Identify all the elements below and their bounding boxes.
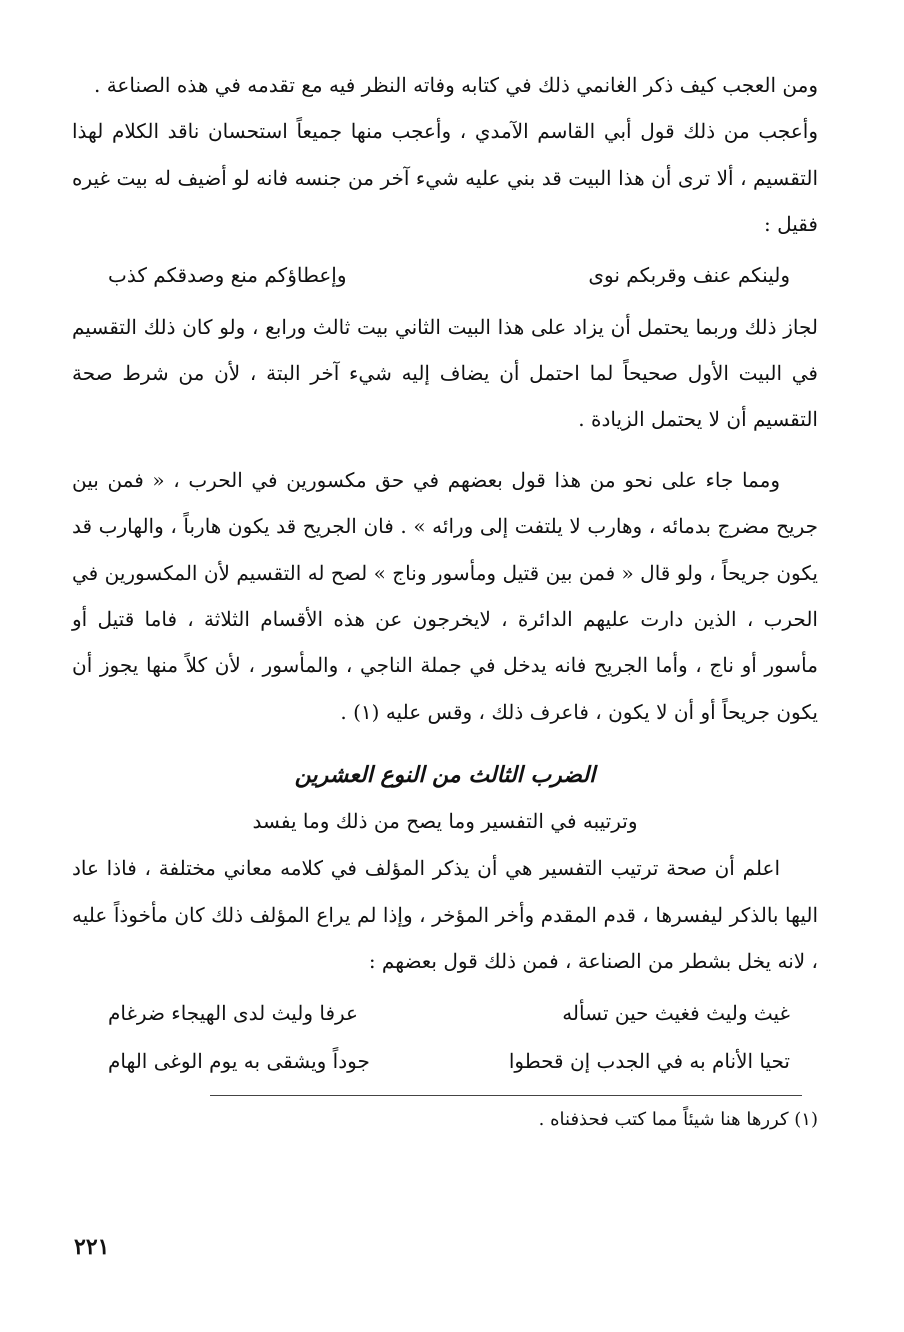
paragraph-4: ومما جاء على نحو من هذا قول بعضهم في حق مكسورين في الحرب ، « فمن بين جريح مضرج بدمائه ، وهارب لا يلتفت إلى ورائه » . فان الجريح قد يكون هارباً ، والهارب قد يكون جريحاً ، ولو قال « فمن بين قتيل ومأسور وناج » لصح له التقسيم لأن المكسورين في الحرب ، الذين دارت عليهم الدائرة ، لايخرجون عن هذه الأقسام الثلاثة ، فاما قتيل أو مأسور أو ناج ، وأما الجريح فانه يدخل في جملة الناجي ، والمأسور ، لأن كلاً منها يجوز أن يكون جريحاً أو أن لا يكون ، فاعرف ذلك ، وقس عليه (١) . bbox=[72, 467, 818, 724]
paragraph-2: وأعجب من ذلك قول أبي القاسم الآمدي ، وأعجب منها جميعاً استحسان ناقد الكلام لهذا التقسيم ، ألا ترى أن هذا البيت قد بني عليه شيء آخر من جنسه فانه لو أضيف له بيت غيره فقيل : bbox=[72, 119, 818, 237]
paragraph-5: اعلم أن صحة ترتيب التفسير هي أن يذكر المؤلف في كلامه معاني مختلفة ، فاذا عاد اليها بالذكر ليفسرها ، قدم المقدم وأخر المؤخر ، وإذا لم يراع المؤلف ذلك كان مأخوذاً عليه ، لانه يخل بشطر من الصناعة ، فمن ذلك قول بعضهم : bbox=[72, 856, 818, 974]
body-text-bottom bbox=[72, 845, 818, 984]
verse-right-hemistich: ولينكم عنف وقربكم نوى bbox=[588, 262, 790, 287]
paragraph-3: لجاز ذلك وربما يحتمل أن يزاد على هذا البيت الثاني بيت ثالث ورابع ، ولو كان ذلك التقسيم في البيت الأول صحيحاً لما احتمل أن يضاف إليه شيء آخر البتة ، لأن من شرط صحة التقسيم أن لا يحتمل الزيادة . bbox=[72, 314, 818, 432]
verse-left-hemistich: عرفا وليث لدى الهيجاء ضرغام bbox=[108, 1000, 358, 1025]
verse-line-1 bbox=[72, 252, 818, 298]
verse-line-2 bbox=[72, 989, 818, 1037]
footnote: (١) كررها هنا شيئاً مما كتب فحذفناه . bbox=[538, 1108, 818, 1130]
verse-left-hemistich: جوداً ويشقى به يوم الوغى الهام bbox=[108, 1048, 370, 1073]
paragraph-1: ومن العجب كيف ذكر الغانمي ذلك في كتابه وفاته النظر فيه مع تقدمه في هذه الصناعة . bbox=[93, 73, 818, 97]
verse-right-hemistich: غيث وليث فغيث حين تسأله bbox=[562, 1000, 790, 1025]
verse-block-2 bbox=[72, 989, 818, 1085]
page-number: ٢٢١ bbox=[74, 1234, 110, 1260]
verse-line-3 bbox=[72, 1037, 818, 1085]
footnote-divider-wrap bbox=[72, 1095, 818, 1096]
section-subheading: وترتيبه في التفسير وما يصح من ذلك وما يفسد bbox=[252, 809, 638, 834]
footnote-divider bbox=[210, 1095, 802, 1096]
body-text-middle bbox=[72, 304, 818, 736]
body-text bbox=[72, 62, 818, 248]
verse-right-hemistich: تحيا الأنام به في الجدب إن قحطوا bbox=[508, 1048, 790, 1073]
verse-left-hemistich: وإعطاؤكم منع وصدقكم كذب bbox=[108, 262, 347, 287]
section-heading: الضرب الثالث من النوع العشرين bbox=[294, 762, 596, 789]
